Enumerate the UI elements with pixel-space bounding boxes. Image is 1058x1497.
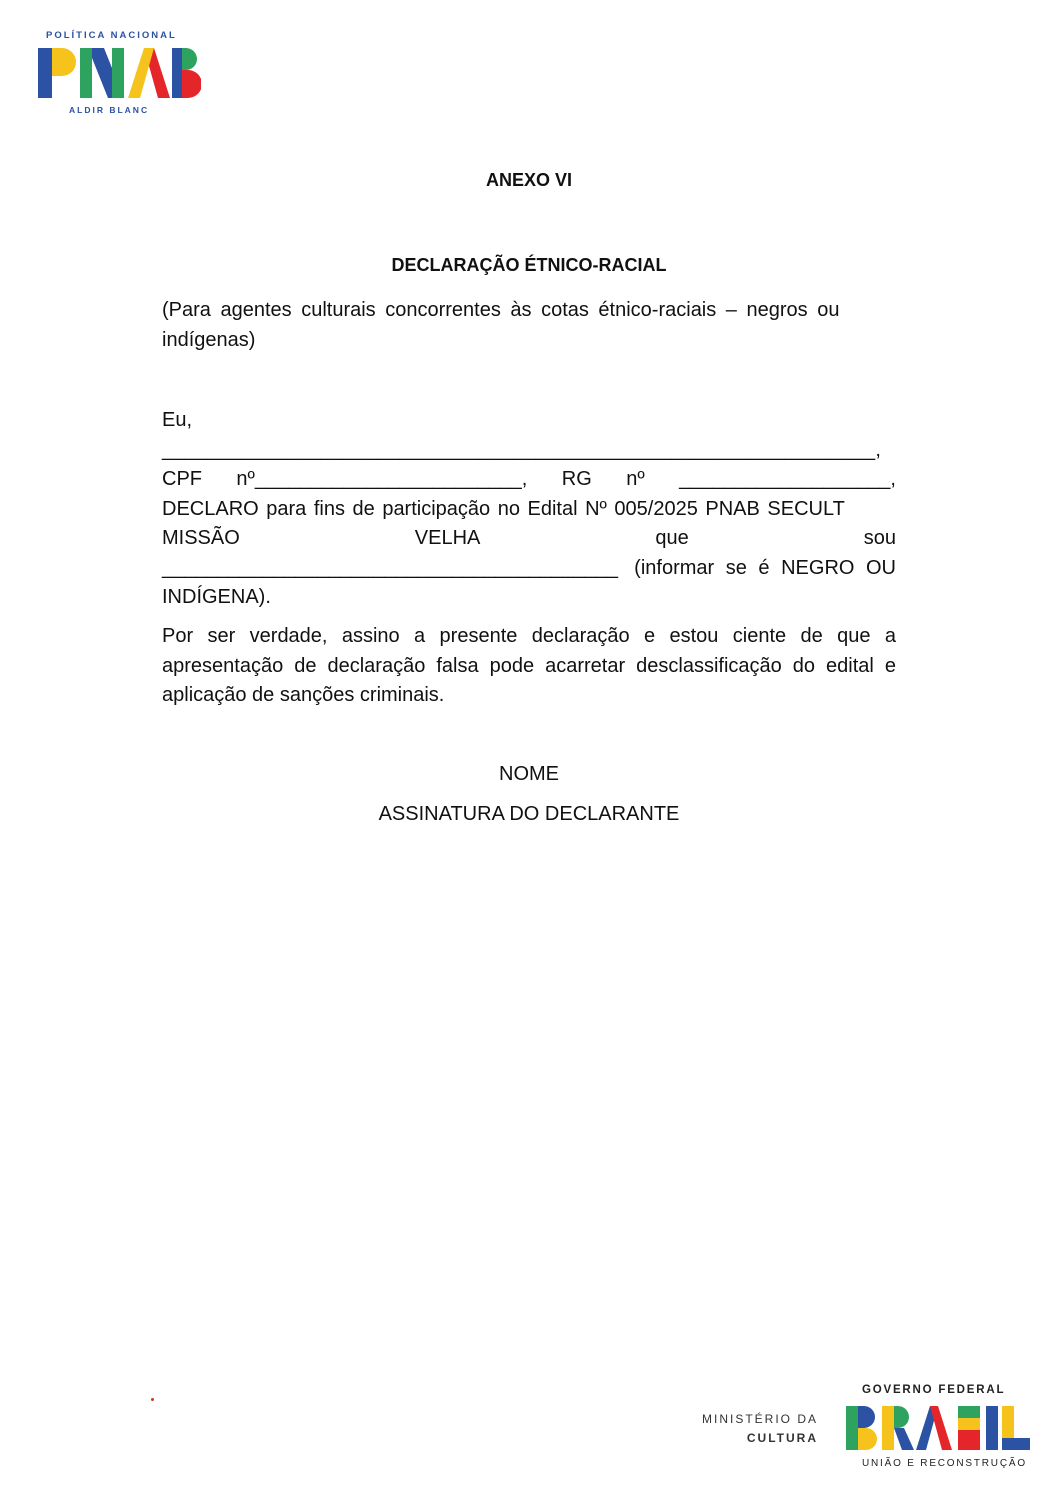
intro-text-1: (Para agentes culturais concorrentes às cotas étnico-raciais – negros ou: [162, 299, 840, 321]
ministry-line-2: CULTURA: [746, 1431, 818, 1445]
cpf-field: nº________________________,: [236, 468, 528, 490]
missao-row: [162, 524, 896, 554]
cpf-label: CPF: [162, 468, 202, 490]
rg-field: ___________________,: [679, 468, 896, 490]
race-hint-end: INDÍGENA).: [162, 586, 271, 608]
red-dot-mark: [151, 1398, 154, 1401]
pnab-logo-bottom-text: ALDIR BLANC: [69, 105, 150, 115]
que-word: que: [655, 527, 689, 549]
eu-label: Eu,: [162, 409, 193, 431]
intro-text-2: indígenas): [162, 328, 256, 351]
name-field-line: _______________________________________________________________,: [162, 438, 882, 461]
velha-word: VELHA: [414, 527, 481, 549]
race-row: [162, 554, 896, 584]
pnab-logo-mark: [36, 42, 201, 104]
intro-line-1: [162, 296, 896, 326]
ministry-line-1: MINISTÉRIO DA: [701, 1412, 818, 1426]
declaration-body: [162, 406, 896, 613]
ministry-of-culture-logo: [692, 1410, 818, 1448]
declaro-row: [162, 495, 896, 525]
declaro-text: DECLARO para fins de participação no Edital Nº 005/2025 PNAB SECULT: [162, 497, 845, 520]
uniao-reconstrucao-label: UNIÃO E RECONSTRUÇÃO: [862, 1458, 1027, 1469]
closing-paragraph: Por ser verdade, assino a presente declaração e estou ciente de que a apresentação de declaração falsa pode acarretar desclassificação do edital e aplicação de sanções criminais.: [162, 625, 896, 706]
pnab-logo: [36, 30, 206, 122]
race-field-line: _________________________________________: [162, 556, 619, 579]
gov-federal-label: GOVERNO FEDERAL: [862, 1384, 1006, 1396]
sou-word: sou: [863, 527, 896, 549]
signature-name: NOME: [499, 763, 559, 785]
rg-label: RG: [561, 468, 592, 490]
pnab-logo-top-text: POLÍTICA NACIONAL: [46, 30, 177, 41]
annex-title: ANEXO VI: [485, 170, 573, 190]
cpf-rg-row: [162, 465, 896, 495]
signature-label: ASSINATURA DO DECLARANTE: [378, 803, 680, 825]
race-hint: (informar se é NEGRO OU: [634, 556, 896, 579]
rg-no: nº: [626, 468, 645, 490]
brasil-logo-mark: [846, 1402, 1032, 1452]
missao-word: MISSÃO: [162, 527, 240, 549]
intro-paragraph: [162, 296, 896, 355]
declaration-title: DECLARAÇÃO ÉTNICO-RACIAL: [391, 255, 667, 275]
